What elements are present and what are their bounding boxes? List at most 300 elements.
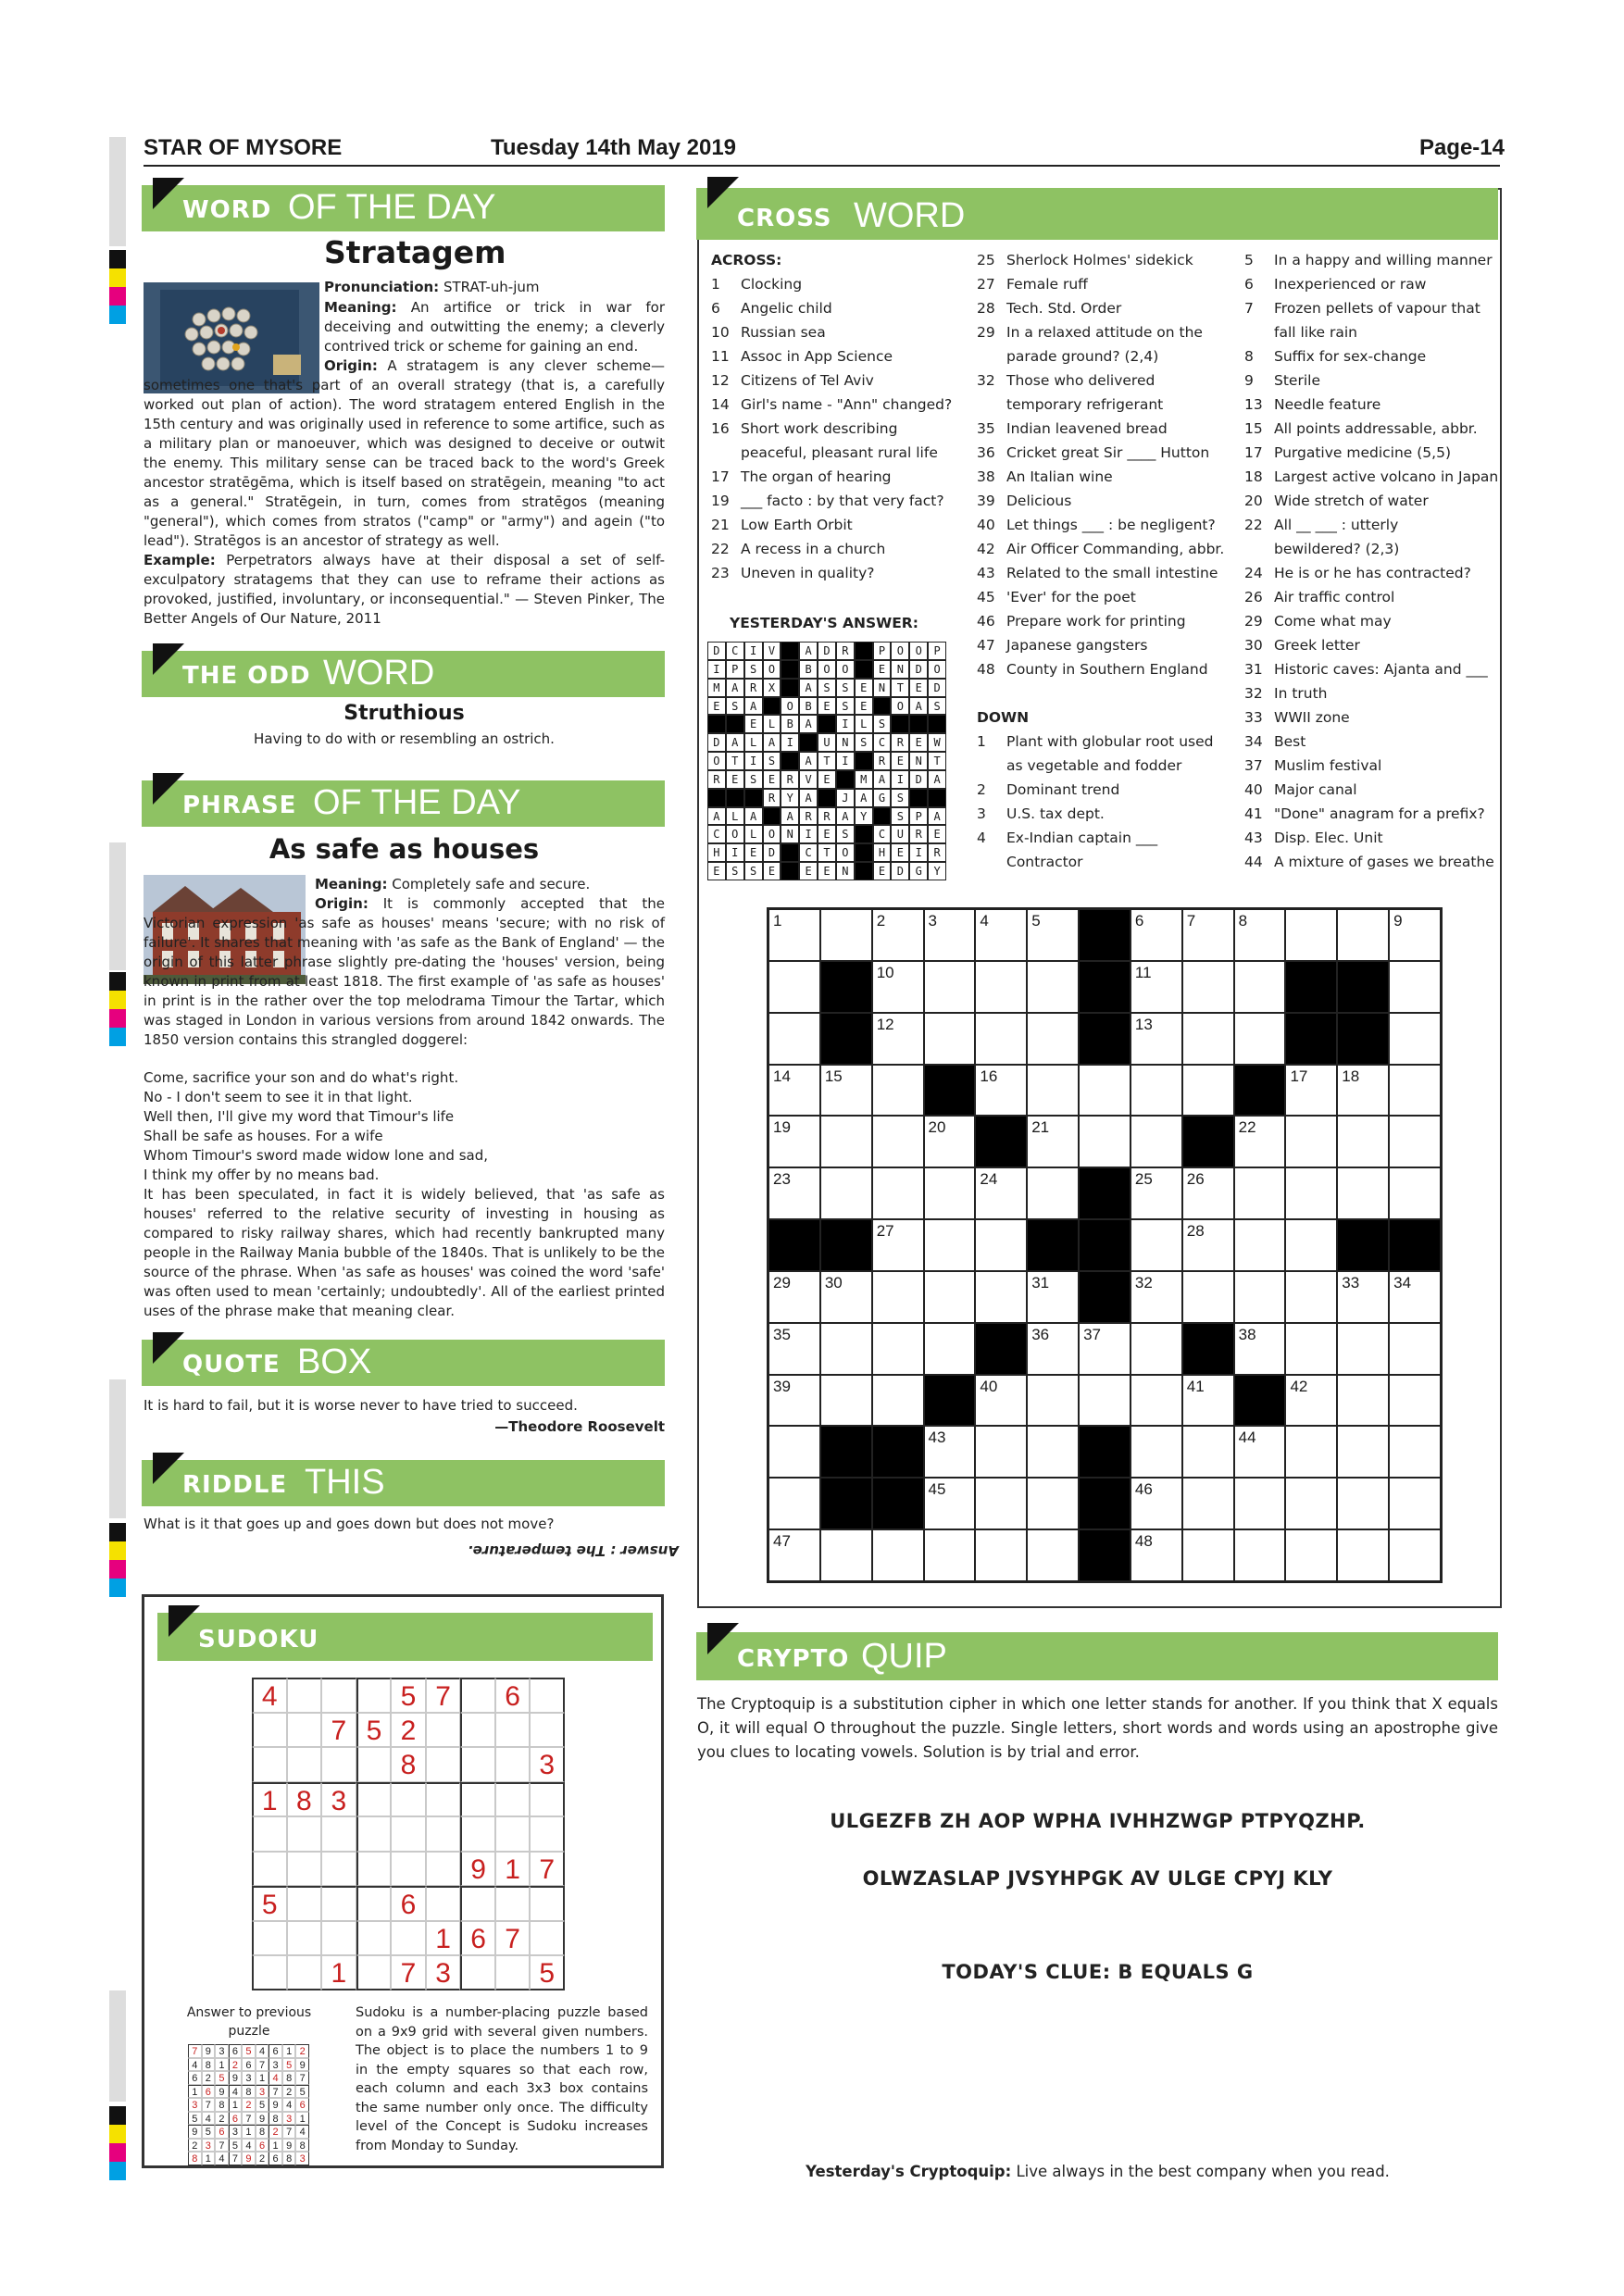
sudoku-empty-cell[interactable] xyxy=(252,1921,287,1956)
crossword-cell[interactable] xyxy=(1234,1167,1286,1219)
crossword-cell[interactable] xyxy=(1027,1271,1079,1323)
crossword-cell[interactable] xyxy=(1027,1323,1079,1375)
sudoku-given: 3 xyxy=(426,1955,461,1990)
sudoku-empty-cell[interactable] xyxy=(426,1747,461,1782)
answer-letter: D xyxy=(928,679,946,697)
sudoku-empty-cell[interactable] xyxy=(321,1678,356,1713)
crossword-cell[interactable] xyxy=(975,1065,1027,1117)
label: Pronunciation: xyxy=(324,279,440,295)
previous-sudoku-digit: 9 xyxy=(282,2139,296,2152)
crossword-cell[interactable] xyxy=(1079,1065,1131,1117)
answer-black-cell xyxy=(707,789,726,807)
answer-letter: M xyxy=(707,679,726,697)
sudoku-empty-cell[interactable] xyxy=(460,1955,495,1990)
crossword-cell[interactable] xyxy=(1131,1375,1182,1427)
clue-text: Short work describing xyxy=(741,420,898,437)
clue-number: 46 xyxy=(977,613,995,630)
crossword-cell[interactable] xyxy=(1182,1065,1234,1117)
previous-sudoku-digit: 5 xyxy=(295,2085,309,2099)
crossword-cell[interactable] xyxy=(1285,1116,1337,1167)
crossword-cell[interactable] xyxy=(1027,1529,1079,1581)
crossword-cell[interactable] xyxy=(1182,909,1234,961)
reg-cyan xyxy=(109,1028,126,1046)
crossword-cell[interactable] xyxy=(924,1271,976,1323)
word-origin xyxy=(144,356,665,551)
sudoku-empty-cell[interactable] xyxy=(356,1816,392,1852)
crossword-cell[interactable] xyxy=(1182,1013,1234,1065)
previous-sudoku-digit: 1 xyxy=(229,2098,243,2112)
crossword-cell[interactable] xyxy=(1389,1426,1441,1478)
clue-number: 48 xyxy=(977,661,995,678)
crossword-cell[interactable] xyxy=(924,1116,976,1167)
clue-row xyxy=(977,585,1245,609)
clue-row xyxy=(977,513,1245,537)
clue-number: 18 xyxy=(1244,468,1263,485)
cryptoquip-intro: The Cryptoquip is a substitution cipher in which one letter stands for another. If you think that X equals O, it will equal O throughout the puzzle. Single letters, short words and words using an apostrophe give you clues to locating vowels. Solution is by trial and error. xyxy=(697,1695,1498,1761)
crossword-cell[interactable] xyxy=(975,1426,1027,1478)
crossword-cell[interactable] xyxy=(975,1013,1027,1065)
crossword-cell[interactable] xyxy=(1234,1323,1286,1375)
crossword-cell[interactable] xyxy=(768,1116,820,1167)
clue-row xyxy=(1244,826,1504,850)
crossword-cell[interactable] xyxy=(1285,1426,1337,1478)
clue-number: 6 xyxy=(711,300,720,317)
crossword-cell[interactable] xyxy=(1337,1116,1389,1167)
crossword-cell[interactable] xyxy=(768,961,820,1013)
crossword-cell[interactable] xyxy=(1285,1478,1337,1529)
sudoku-empty-cell[interactable] xyxy=(460,1886,495,1921)
crossword-cell[interactable] xyxy=(924,1478,976,1529)
crossword-cell[interactable] xyxy=(1131,1167,1182,1219)
answer-black-cell xyxy=(855,862,873,880)
answer-black-cell xyxy=(726,715,744,733)
cell-number: 9 xyxy=(1393,912,1403,930)
crossword-cell[interactable] xyxy=(872,1219,924,1271)
crossword-cell[interactable] xyxy=(1337,1375,1389,1427)
crossword-cell[interactable] xyxy=(1389,1013,1441,1065)
crossword-cell[interactable] xyxy=(820,1323,872,1375)
reg-black xyxy=(109,2106,126,2125)
sudoku-empty-cell[interactable] xyxy=(356,1782,392,1817)
sudoku-empty-cell[interactable] xyxy=(321,1852,356,1887)
sudoku-given: 9 xyxy=(460,1852,495,1887)
clue-text: Citizens of Tel Aviv xyxy=(741,372,874,389)
crossword-cell[interactable] xyxy=(1182,1219,1234,1271)
clue-number: 22 xyxy=(1244,517,1263,533)
answer-letter: L xyxy=(744,733,763,752)
crossword-cell[interactable] xyxy=(975,1529,1027,1581)
crossword-cell[interactable] xyxy=(975,1478,1027,1529)
clue-number: 38 xyxy=(977,468,995,485)
crossword-cell[interactable] xyxy=(1027,1426,1079,1478)
clue-row xyxy=(1244,705,1504,730)
previous-sudoku-digit: 3 xyxy=(215,2044,229,2058)
crossword-cell[interactable] xyxy=(1131,961,1182,1013)
clue-row xyxy=(977,320,1245,344)
crossword-cell[interactable] xyxy=(768,1167,820,1219)
answer-letter: D xyxy=(909,660,928,679)
sudoku-empty-cell[interactable] xyxy=(321,1747,356,1782)
crossword-cell[interactable] xyxy=(1337,1426,1389,1478)
sudoku-empty-cell[interactable] xyxy=(426,1713,461,1748)
sudoku-empty-cell[interactable] xyxy=(460,1678,495,1713)
clue-row xyxy=(711,561,972,585)
crossword-cell[interactable] xyxy=(1027,1478,1079,1529)
cell-number: 7 xyxy=(1186,912,1196,930)
crossword-cell[interactable] xyxy=(1389,1529,1441,1581)
answer-letter: A xyxy=(855,789,873,807)
sudoku-empty-cell[interactable] xyxy=(495,1886,531,1921)
crossword-cell[interactable] xyxy=(820,1065,872,1117)
clue-text: Cricket great Sir ____ Hutton xyxy=(1006,444,1210,461)
cell-number: 12 xyxy=(876,1015,894,1033)
clue-row xyxy=(977,561,1245,585)
crossword-cell[interactable] xyxy=(1131,1013,1182,1065)
sudoku-empty-cell[interactable] xyxy=(287,1886,322,1921)
crossword-cell[interactable] xyxy=(872,1013,924,1065)
answer-letter: E xyxy=(707,697,726,716)
crossword-black-cell xyxy=(768,1219,820,1271)
crossword-cell[interactable] xyxy=(872,909,924,961)
crossword-cell[interactable] xyxy=(820,1529,872,1581)
crossword-cell[interactable] xyxy=(1027,909,1079,961)
clue-text: An Italian wine xyxy=(1006,468,1113,485)
crossword-cell[interactable] xyxy=(1234,1478,1286,1529)
crossword-grid xyxy=(767,907,1443,1583)
sudoku-empty-cell[interactable] xyxy=(356,1955,392,1990)
crossword-cell[interactable] xyxy=(1027,1167,1079,1219)
sudoku-empty-cell[interactable] xyxy=(321,1816,356,1852)
sudoku-empty-cell[interactable] xyxy=(391,1921,426,1956)
sudoku-empty-cell[interactable] xyxy=(356,1747,392,1782)
sudoku-given: 8 xyxy=(287,1782,322,1817)
crossword-cell[interactable] xyxy=(1234,1219,1286,1271)
crossword-cell[interactable] xyxy=(924,909,976,961)
crossword-cell[interactable] xyxy=(1337,1478,1389,1529)
crossword-cell[interactable] xyxy=(768,909,820,961)
crossword-cell[interactable] xyxy=(975,1219,1027,1271)
answer-letter: P xyxy=(873,642,892,660)
clue-number: 32 xyxy=(1244,685,1263,702)
answer-letter: N xyxy=(891,660,909,679)
crossword-cell[interactable] xyxy=(1182,1529,1234,1581)
clue-row xyxy=(1244,272,1504,296)
crossword-cell[interactable] xyxy=(924,1323,976,1375)
clue-number: 28 xyxy=(977,300,995,317)
crossword-cell[interactable] xyxy=(1285,1219,1337,1271)
answer-letter: O xyxy=(928,660,946,679)
crossword-cell[interactable] xyxy=(1027,1116,1079,1167)
crossword-cell[interactable] xyxy=(872,961,924,1013)
previous-sudoku-digit: 9 xyxy=(256,2112,269,2126)
corner-mark xyxy=(153,773,184,805)
crossword-cell[interactable] xyxy=(1182,1426,1234,1478)
crossword-cell[interactable] xyxy=(872,1375,924,1427)
sudoku-empty-cell[interactable] xyxy=(356,1852,392,1887)
banner-small-text: SUDOKU xyxy=(198,1626,319,1653)
previous-sudoku-digit: 8 xyxy=(282,2071,296,2085)
crossword-cell[interactable] xyxy=(768,1426,820,1478)
cell-number: 2 xyxy=(876,912,886,930)
sudoku-empty-cell[interactable] xyxy=(252,1852,287,1887)
crossword-cell[interactable] xyxy=(1337,1529,1389,1581)
crossword-cell[interactable] xyxy=(1131,1323,1182,1375)
previous-sudoku-digit: 7 xyxy=(295,2071,309,2085)
answer-letter: S xyxy=(855,733,873,752)
sudoku-empty-cell[interactable] xyxy=(460,1747,495,1782)
answer-letter: N xyxy=(909,752,928,770)
sudoku-empty-cell[interactable] xyxy=(530,1678,565,1713)
sudoku-empty-cell[interactable] xyxy=(495,1955,531,1990)
crossword-cell[interactable] xyxy=(820,909,872,961)
clue-text: Dominant trend xyxy=(1006,781,1120,798)
crossword-cell[interactable] xyxy=(924,1529,976,1581)
crossword-cell[interactable] xyxy=(768,1529,820,1581)
crossword-cell[interactable] xyxy=(1182,961,1234,1013)
sudoku-empty-cell[interactable] xyxy=(356,1921,392,1956)
sudoku-empty-cell[interactable] xyxy=(252,1955,287,1990)
answer-black-cell xyxy=(855,752,873,770)
crossword-cell[interactable] xyxy=(1182,1375,1234,1427)
crossword-cell[interactable] xyxy=(1131,1478,1182,1529)
crossword-cell[interactable] xyxy=(1131,1271,1182,1323)
clue-text: Angelic child xyxy=(741,300,832,317)
previous-sudoku-digit: 6 xyxy=(269,2152,282,2165)
crossword-cell[interactable] xyxy=(768,1271,820,1323)
sudoku-empty-cell[interactable] xyxy=(530,1886,565,1921)
sudoku-empty-cell[interactable] xyxy=(495,1747,531,1782)
clue-number: 45 xyxy=(977,589,995,605)
sudoku-empty-cell[interactable] xyxy=(287,1955,322,1990)
phrase-title: As safe as houses xyxy=(269,833,540,865)
answer-letter: N xyxy=(836,733,855,752)
crossword-cell[interactable] xyxy=(1234,1116,1286,1167)
crossword-cell[interactable] xyxy=(975,909,1027,961)
crossword-cell[interactable] xyxy=(1027,1065,1079,1117)
corner-mark xyxy=(707,177,739,208)
crossword-cell[interactable] xyxy=(1131,1529,1182,1581)
sudoku-empty-cell[interactable] xyxy=(426,1816,461,1852)
crossword-cell[interactable] xyxy=(1285,909,1337,961)
crossword-cell[interactable] xyxy=(975,961,1027,1013)
clue-text: Frozen pellets of vapour that xyxy=(1274,300,1480,317)
crossword-cell[interactable] xyxy=(924,1219,976,1271)
answer-letter: I xyxy=(707,660,726,679)
crossword-cell[interactable] xyxy=(820,1167,872,1219)
crossword-cell[interactable] xyxy=(872,1167,924,1219)
clue-row xyxy=(1244,296,1504,320)
crossword-cell[interactable] xyxy=(1234,1013,1286,1065)
sudoku-empty-cell[interactable] xyxy=(287,1816,322,1852)
sudoku-empty-cell[interactable] xyxy=(321,1886,356,1921)
crossword-cell[interactable] xyxy=(1389,909,1441,961)
crossword-cell[interactable] xyxy=(1285,1529,1337,1581)
sudoku-empty-cell[interactable] xyxy=(460,1713,495,1748)
crossword-cell[interactable] xyxy=(768,1323,820,1375)
crossword-cell[interactable] xyxy=(1079,1375,1131,1427)
crossword-cell[interactable] xyxy=(924,1167,976,1219)
sudoku-given: 1 xyxy=(321,1955,356,1990)
crossword-cell[interactable] xyxy=(768,1375,820,1427)
sudoku-empty-cell[interactable] xyxy=(391,1852,426,1887)
answer-letter: O xyxy=(707,752,726,770)
clue-number: 23 xyxy=(711,565,730,581)
clue-text: peaceful, pleasant rural life xyxy=(741,444,938,461)
clue-number: 36 xyxy=(977,444,995,461)
crossword-cell[interactable] xyxy=(1337,1271,1389,1323)
answer-letter: W xyxy=(928,733,946,752)
crossword-cell[interactable] xyxy=(1337,1323,1389,1375)
crossword-cell[interactable] xyxy=(1337,909,1389,961)
answer-letter: Y xyxy=(855,807,873,826)
sudoku-given: 5 xyxy=(530,1955,565,1990)
clue-number: 20 xyxy=(1244,493,1263,509)
clue-number: 47 xyxy=(977,637,995,654)
crossword-cell[interactable] xyxy=(1182,1167,1234,1219)
poem-line: Shall be safe as houses. For a wife xyxy=(144,1128,383,1144)
clue-text: Sterile xyxy=(1274,372,1320,389)
crossword-cell[interactable] xyxy=(1131,1116,1182,1167)
crossword-cell[interactable] xyxy=(1389,1167,1441,1219)
answer-letter: D xyxy=(891,862,909,880)
crossword-cell[interactable] xyxy=(768,1013,820,1065)
sudoku-empty-cell[interactable] xyxy=(530,1713,565,1748)
sudoku-empty-cell[interactable] xyxy=(426,1886,461,1921)
sudoku-empty-cell[interactable] xyxy=(460,1782,495,1817)
crossword-cell[interactable] xyxy=(820,1375,872,1427)
crossword-cell[interactable] xyxy=(872,1323,924,1375)
clue-number: 40 xyxy=(977,517,995,533)
clue-number: 17 xyxy=(1244,444,1263,461)
crossword-cell[interactable] xyxy=(1131,909,1182,961)
sudoku-empty-cell[interactable] xyxy=(287,1713,322,1748)
crossword-black-cell xyxy=(1234,1065,1286,1117)
crossword-cell[interactable] xyxy=(872,1271,924,1323)
cell-number: 47 xyxy=(773,1532,791,1551)
crossword-cell[interactable] xyxy=(1285,1271,1337,1323)
sudoku-empty-cell[interactable] xyxy=(252,1747,287,1782)
sudoku-empty-cell[interactable] xyxy=(495,1816,531,1852)
clue-row xyxy=(711,513,972,537)
sudoku-empty-cell[interactable] xyxy=(252,1816,287,1852)
crossword-cell[interactable] xyxy=(1285,1167,1337,1219)
answer-black-cell xyxy=(781,642,799,660)
crossword-cell[interactable] xyxy=(1389,1478,1441,1529)
crossword-cell[interactable] xyxy=(1027,961,1079,1013)
crossword-cell[interactable] xyxy=(1234,1271,1286,1323)
clue-number: 21 xyxy=(711,517,730,533)
sudoku-empty-cell[interactable] xyxy=(530,1921,565,1956)
clue-number: 43 xyxy=(977,565,995,581)
answer-letter: R xyxy=(928,843,946,862)
clue-text: Prepare work for printing xyxy=(1006,613,1186,630)
crossword-cell[interactable] xyxy=(1285,1323,1337,1375)
sudoku-empty-cell[interactable] xyxy=(356,1886,392,1921)
crossword-cell[interactable] xyxy=(1234,1529,1286,1581)
crossword-cell[interactable] xyxy=(1027,1375,1079,1427)
sudoku-empty-cell[interactable] xyxy=(287,1747,322,1782)
crossword-cell[interactable] xyxy=(1131,1065,1182,1117)
sudoku-empty-cell[interactable] xyxy=(287,1852,322,1887)
crossword-cell[interactable] xyxy=(768,1478,820,1529)
crossword-cell[interactable] xyxy=(1389,1116,1441,1167)
answer-letter: E xyxy=(873,862,892,880)
answer-letter: O xyxy=(763,660,781,679)
crossword-cell[interactable] xyxy=(1389,1065,1441,1117)
previous-sudoku-digit: 8 xyxy=(282,2152,296,2165)
crossword-cell[interactable] xyxy=(975,1167,1027,1219)
sudoku-empty-cell[interactable] xyxy=(426,1782,461,1817)
crossword-cell[interactable] xyxy=(1131,1219,1182,1271)
crossword-cell[interactable] xyxy=(1079,1116,1131,1167)
crossword-cell[interactable] xyxy=(820,1271,872,1323)
crossword-cell[interactable] xyxy=(768,1065,820,1117)
crossword-cell[interactable] xyxy=(1285,1065,1337,1117)
crossword-black-cell xyxy=(1182,1323,1234,1375)
crossword-cell[interactable] xyxy=(1234,961,1286,1013)
sudoku-empty-cell[interactable] xyxy=(495,1782,531,1817)
crossword-cell[interactable] xyxy=(1389,1271,1441,1323)
crossword-cell[interactable] xyxy=(872,1529,924,1581)
clue-number: 11 xyxy=(711,348,730,365)
sudoku-empty-cell[interactable] xyxy=(530,1782,565,1817)
crossword-cell[interactable] xyxy=(1234,909,1286,961)
sudoku-empty-cell[interactable] xyxy=(426,1852,461,1887)
clue-text: Japanese gangsters xyxy=(1006,637,1148,654)
crossword-cell[interactable] xyxy=(1027,1013,1079,1065)
label: Origin: xyxy=(324,357,378,374)
answer-letter: A xyxy=(799,642,818,660)
cell-number: 23 xyxy=(773,1170,791,1189)
answer-letter: S xyxy=(873,715,892,733)
crossword-cell[interactable] xyxy=(1079,1323,1131,1375)
sudoku-empty-cell[interactable] xyxy=(356,1678,392,1713)
crossword-cell[interactable] xyxy=(975,1375,1027,1427)
crossword-cell[interactable] xyxy=(872,1116,924,1167)
crossword-cell[interactable] xyxy=(872,1065,924,1117)
crossword-cell[interactable] xyxy=(1389,1323,1441,1375)
sudoku-empty-cell[interactable] xyxy=(460,1816,495,1852)
crossword-cell[interactable] xyxy=(1389,1375,1441,1427)
sudoku-empty-cell[interactable] xyxy=(391,1782,426,1817)
sudoku-empty-cell[interactable] xyxy=(530,1816,565,1852)
crossword-cell[interactable] xyxy=(924,1426,976,1478)
crossword-cell[interactable] xyxy=(1131,1426,1182,1478)
previous-sudoku-digit: 8 xyxy=(242,2085,256,2099)
answer-letter: P xyxy=(909,807,928,826)
crossword-cell[interactable] xyxy=(1337,1065,1389,1117)
crossword-cell[interactable] xyxy=(1182,1478,1234,1529)
crossword-cell[interactable] xyxy=(975,1271,1027,1323)
crossword-cell[interactable] xyxy=(820,1116,872,1167)
sudoku-empty-cell[interactable] xyxy=(321,1921,356,1956)
crossword-cell[interactable] xyxy=(924,1013,976,1065)
banner-small-text: CRYPTO xyxy=(737,1645,850,1673)
sudoku-empty-cell[interactable] xyxy=(252,1713,287,1748)
sudoku-empty-cell[interactable] xyxy=(391,1816,426,1852)
crossword-cell[interactable] xyxy=(1182,1271,1234,1323)
crossword-cell[interactable] xyxy=(1337,1167,1389,1219)
crossword-cell[interactable] xyxy=(1285,1375,1337,1427)
crossword-cell[interactable] xyxy=(1234,1426,1286,1478)
sudoku-empty-cell[interactable] xyxy=(287,1921,322,1956)
clue-text: 'Ever' for the poet xyxy=(1006,589,1136,605)
answer-letter: A xyxy=(873,770,892,789)
sudoku-empty-cell[interactable] xyxy=(287,1678,322,1713)
crossword-cell[interactable] xyxy=(924,961,976,1013)
crossword-cell[interactable] xyxy=(1389,961,1441,1013)
sudoku-empty-cell[interactable] xyxy=(495,1713,531,1748)
